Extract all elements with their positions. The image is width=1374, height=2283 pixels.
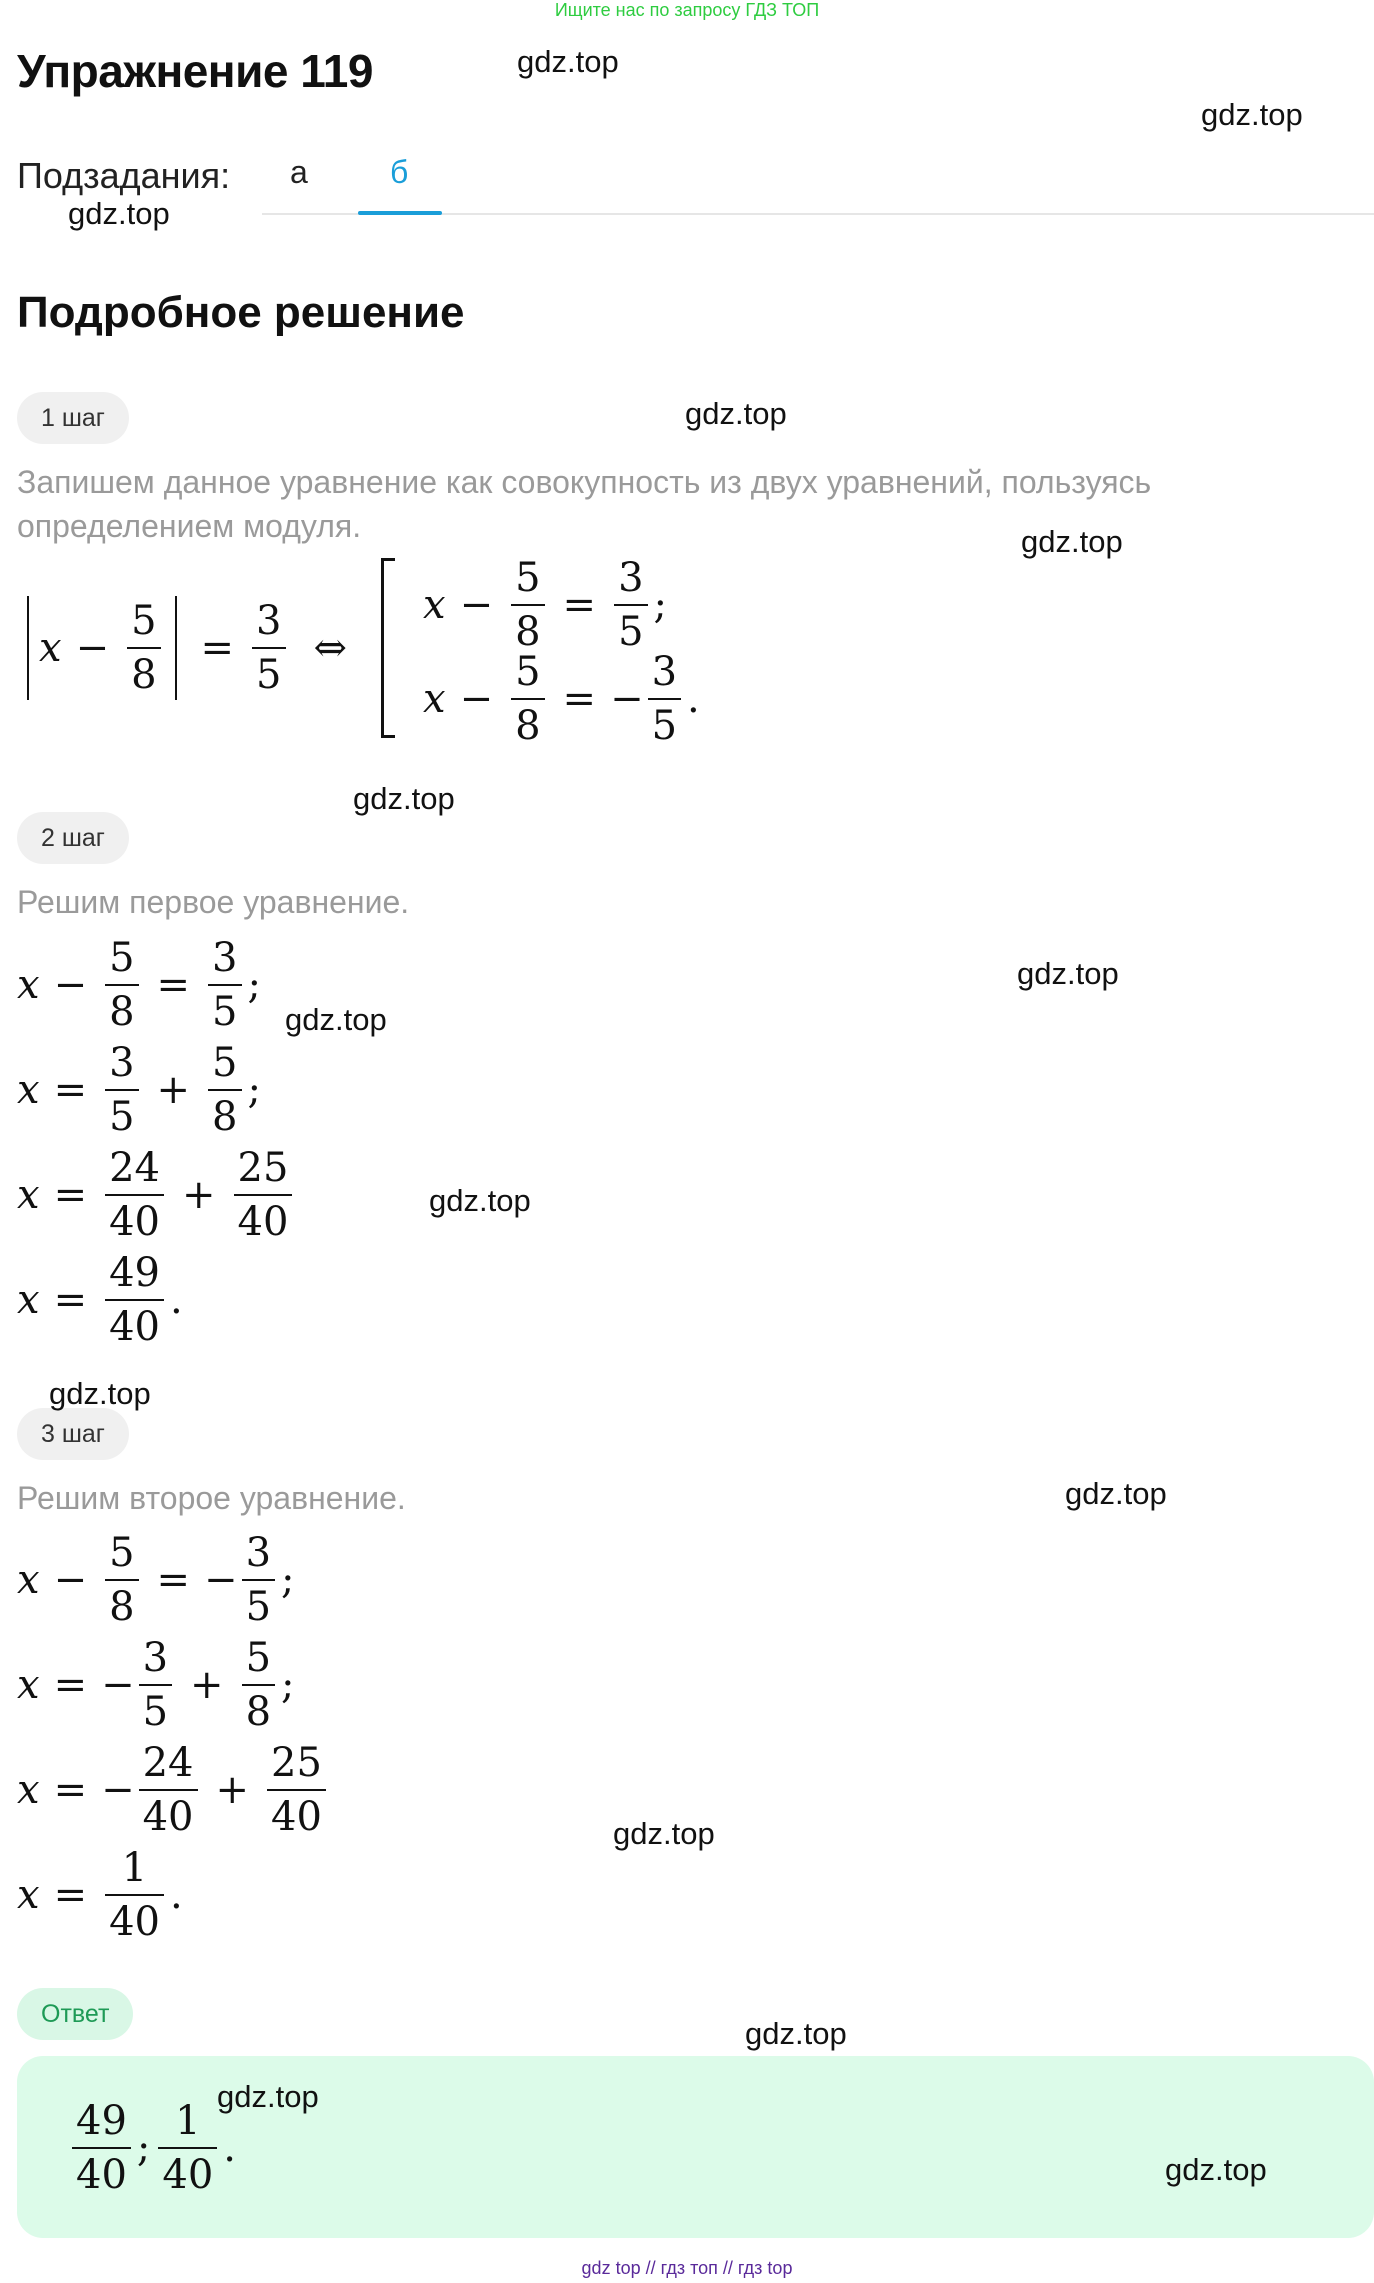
iff-symbol: ⇔ (313, 625, 348, 671)
watermark: gdz.top (517, 44, 619, 79)
watermark: gdz.top (353, 781, 455, 816)
watermark: gdz.top (1165, 2152, 1267, 2187)
section-title: Подробное решение (17, 288, 465, 337)
footer-text: gdz top // гдз топ // гдз top (581, 2258, 793, 2278)
top-banner: Ищите нас по запросу ГДЗ ТОП (554, 0, 820, 20)
answer-value: $\frac{49}{40}$ ; $\frac{1}{40}$ . (68, 2098, 236, 2198)
step-2-line-3: x = $\frac{24}{40}$ + $\frac{25}{40}$ (17, 1145, 296, 1245)
step-3-line-2: x = − $\frac{3}{5}$ + $\frac{5}{8}$ ; (17, 1635, 295, 1735)
watermark: gdz.top (217, 2079, 319, 2114)
step-2-line-4: x = $\frac{49}{40}$ . (17, 1250, 183, 1350)
watermark: gdz.top (613, 1816, 715, 1851)
subtasks-label: Подзадания: (17, 155, 231, 196)
tab-a[interactable]: а (290, 154, 308, 190)
fraction: $\frac{3}{5}$ (252, 601, 285, 695)
watermark: gdz.top (49, 1376, 151, 1411)
step-3-line-1: x − $\frac{5}{8}$ = − $\frac{3}{5}$ ; (17, 1530, 295, 1630)
abs-bar-right (175, 596, 177, 700)
step-1-equation: x − $\frac{5}{8}$ = $\frac{3}{5}$ ⇔ x − $\frac{5}{8}$ = $\frac{3}{5}$ ; x − $\frac{5}{8}$ = − $\frac{3}{5}$ . (17, 558, 700, 738)
system-row-1: x − $\frac{5}{8}$ = $\frac{3}{5}$ ; (423, 555, 667, 655)
step-1-badge: 1 шаг (17, 392, 129, 444)
watermark: gdz.top (285, 1002, 387, 1037)
watermark: gdz.top (1017, 956, 1119, 991)
step-3-line-3: x = − $\frac{24}{40}$ + $\frac{25}{40}$ (17, 1740, 330, 1840)
step-3-line-4: x = $\frac{1}{40}$ . (17, 1845, 183, 1945)
page-title: Упражнение 119 (17, 45, 373, 97)
watermark: gdz.top (1021, 524, 1123, 559)
tab-b[interactable]: б (390, 154, 409, 190)
step-2-badge: 2 шаг (17, 812, 129, 864)
step-3-badge: 3 шаг (17, 1408, 129, 1460)
step-2-line-1: x − $\frac{5}{8}$ = $\frac{3}{5}$ ; (17, 935, 261, 1035)
watermark: gdz.top (429, 1183, 531, 1218)
step-3-text: Решим второе уравнение. (17, 1480, 406, 1516)
fraction: $\frac{5}{8}$ (127, 601, 160, 695)
answer-badge: Ответ (17, 1988, 133, 2040)
watermark: gdz.top (745, 2016, 847, 2051)
step-2-line-2: x = $\frac{3}{5}$ + $\frac{5}{8}$ ; (17, 1040, 261, 1140)
watermark: gdz.top (685, 396, 787, 431)
watermark: gdz.top (1201, 97, 1303, 132)
active-tab-indicator (358, 211, 442, 215)
abs-bar-left (27, 596, 29, 700)
equation-system (423, 555, 700, 749)
watermark: gdz.top (1065, 1476, 1167, 1511)
system-bracket (381, 558, 395, 738)
system-row-2: x − $\frac{5}{8}$ = − $\frac{3}{5}$ . (423, 649, 700, 749)
step-1-text: Запишем данное уравнение как совокупность из двух уравнений, пользуясь определением модуля. (17, 464, 1152, 544)
step-2-text: Решим первое уравнение. (17, 884, 410, 920)
watermark: gdz.top (68, 196, 170, 231)
